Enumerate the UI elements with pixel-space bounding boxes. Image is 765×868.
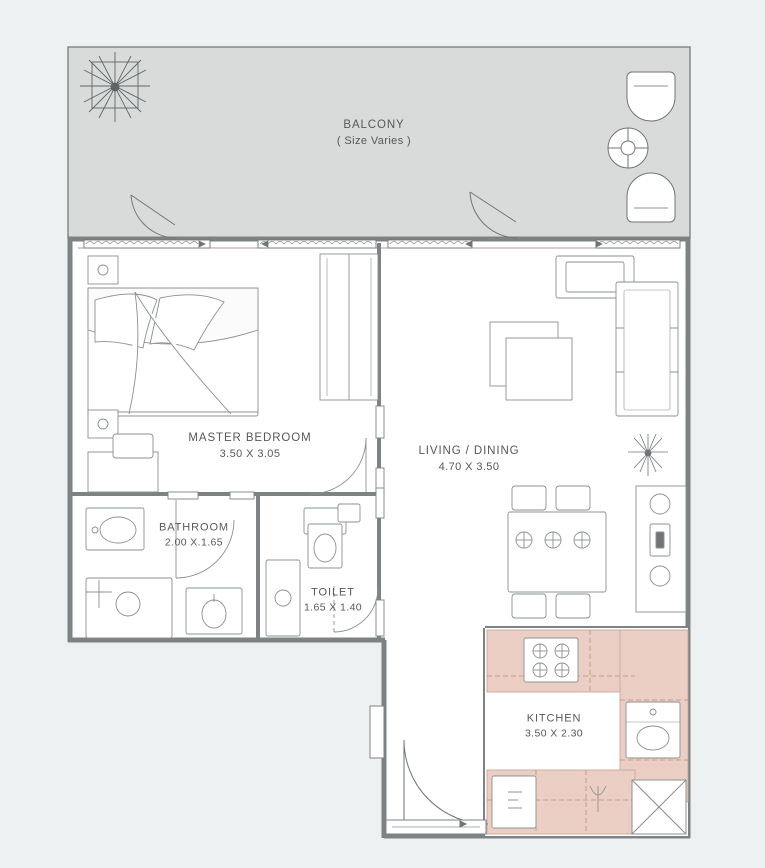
room-dimensions: 4.70 X 3.50 [438,460,500,473]
balcony-chair-top-icon [627,72,675,121]
room-name: KITCHEN [526,712,582,725]
balcony-table-icon [608,128,648,168]
room-dimensions: 1.65 X 1.40 [303,601,363,614]
room-dimensions: 3.50 X 3.05 [219,447,281,460]
room-name: TOILET [311,586,355,599]
kitchen-area [485,628,688,836]
room-name: BATHROOM [159,521,229,534]
room-name: MASTER BEDROOM [188,431,312,444]
room-dimensions: 3.50 X 2.30 [524,727,584,740]
balcony-area [68,47,690,238]
room-name: LIVING / DINING [418,444,520,457]
balcony-chair-bottom-icon [627,173,675,222]
room-dimensions: 2.00 X.1.65 [164,536,224,549]
room-name: BALCONY [343,118,405,131]
room-dimensions: ( Size Varies ) [336,134,412,147]
